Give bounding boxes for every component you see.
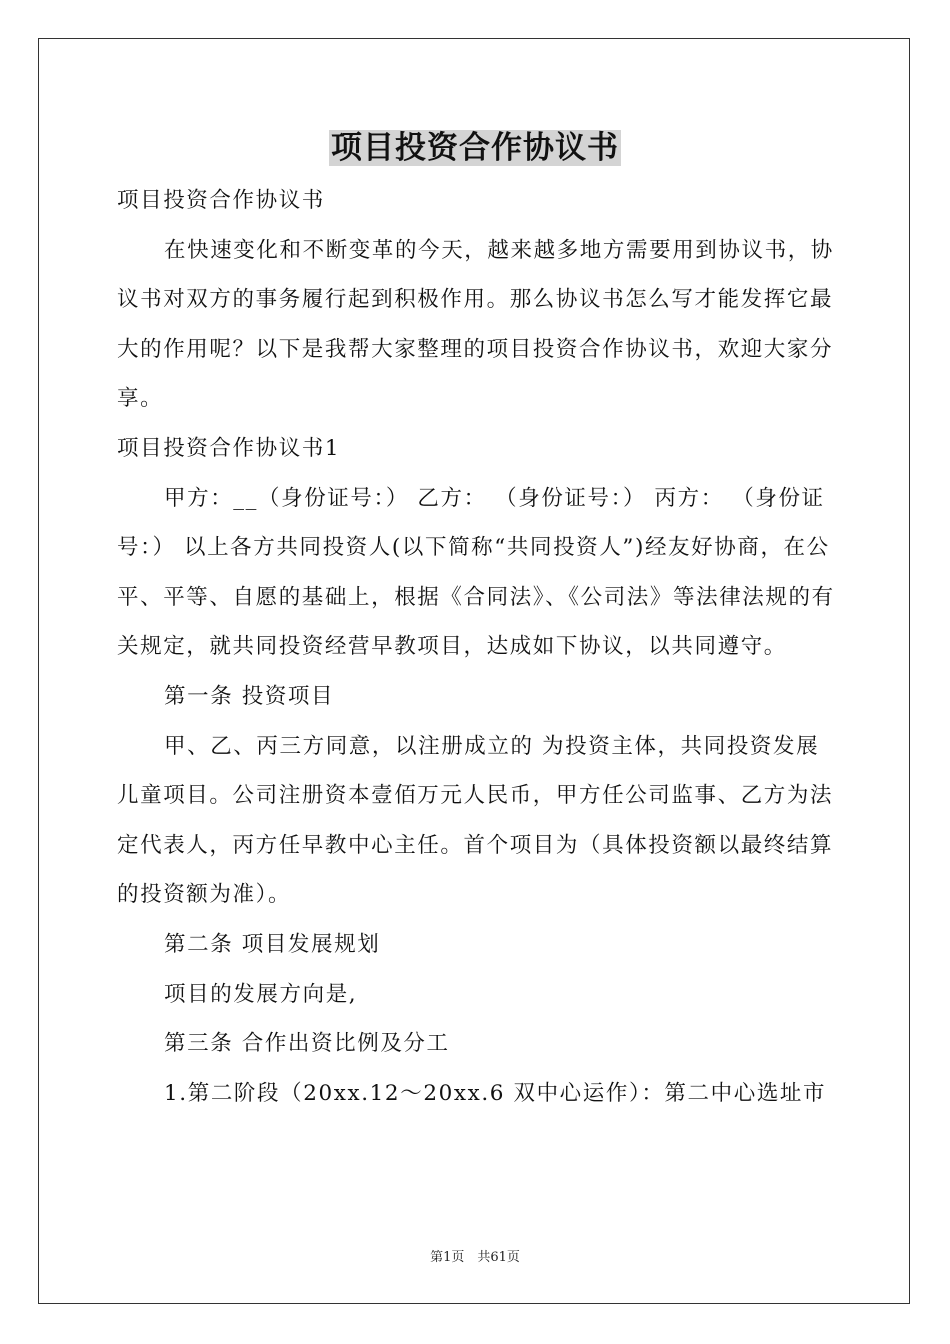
- page-number: 第1页 共61页: [430, 1250, 520, 1265]
- paragraph: 第三条 合作出资比例及分工: [164, 1031, 450, 1057]
- paragraph: 1.第二阶段（20xx.12～20xx.6 双中心运作）：第二中心选址市: [164, 1080, 827, 1106]
- paragraph: 在快速变化和不断变革的今天，越来越多地方需要用到协议书，协议书对双方的事务履行起到积极作用。那么协议书怎么写才能发挥它最大的作用呢？以下是我帮大家整理的项目投资合作协议书，欢迎大家分享。: [117, 237, 834, 412]
- page-footer: [0, 1246, 950, 1265]
- document-body: [117, 176, 837, 1118]
- paragraph: 甲、乙、丙三方同意，以注册成立的 为投资主体，共同投资发展儿童项目。公司注册资本壹佰万元人民币，甲方任公司监事、乙方为法定代表人，丙方任早教中心主任。首个项目为（具体投资额以最终结算的投资额为准）。: [117, 733, 834, 908]
- paragraph: 项目的发展方向是,: [164, 981, 358, 1007]
- paragraph: 第二条 项目发展规划: [164, 931, 381, 957]
- document-title-text: 项目投资合作协议书: [331, 130, 619, 166]
- paragraph: 项目投资合作协议书1: [117, 435, 341, 461]
- document-title: [0, 126, 950, 170]
- paragraph: 甲方：__（身份证号：） 乙方： （身份证号：） 丙方： （身份证号：） 以上各方共同投资人(以下简称“共同投资人”)经友好协商，在公平、平等、自愿的基础上，根据《合同法》、《公司法》等法律法规的有关规定，就共同投资经营早教项目，达成如下协议，以共同遵守。: [117, 485, 835, 660]
- paragraph: 第一条 投资项目: [164, 683, 335, 709]
- paragraph: 项目投资合作协议书: [117, 188, 325, 213]
